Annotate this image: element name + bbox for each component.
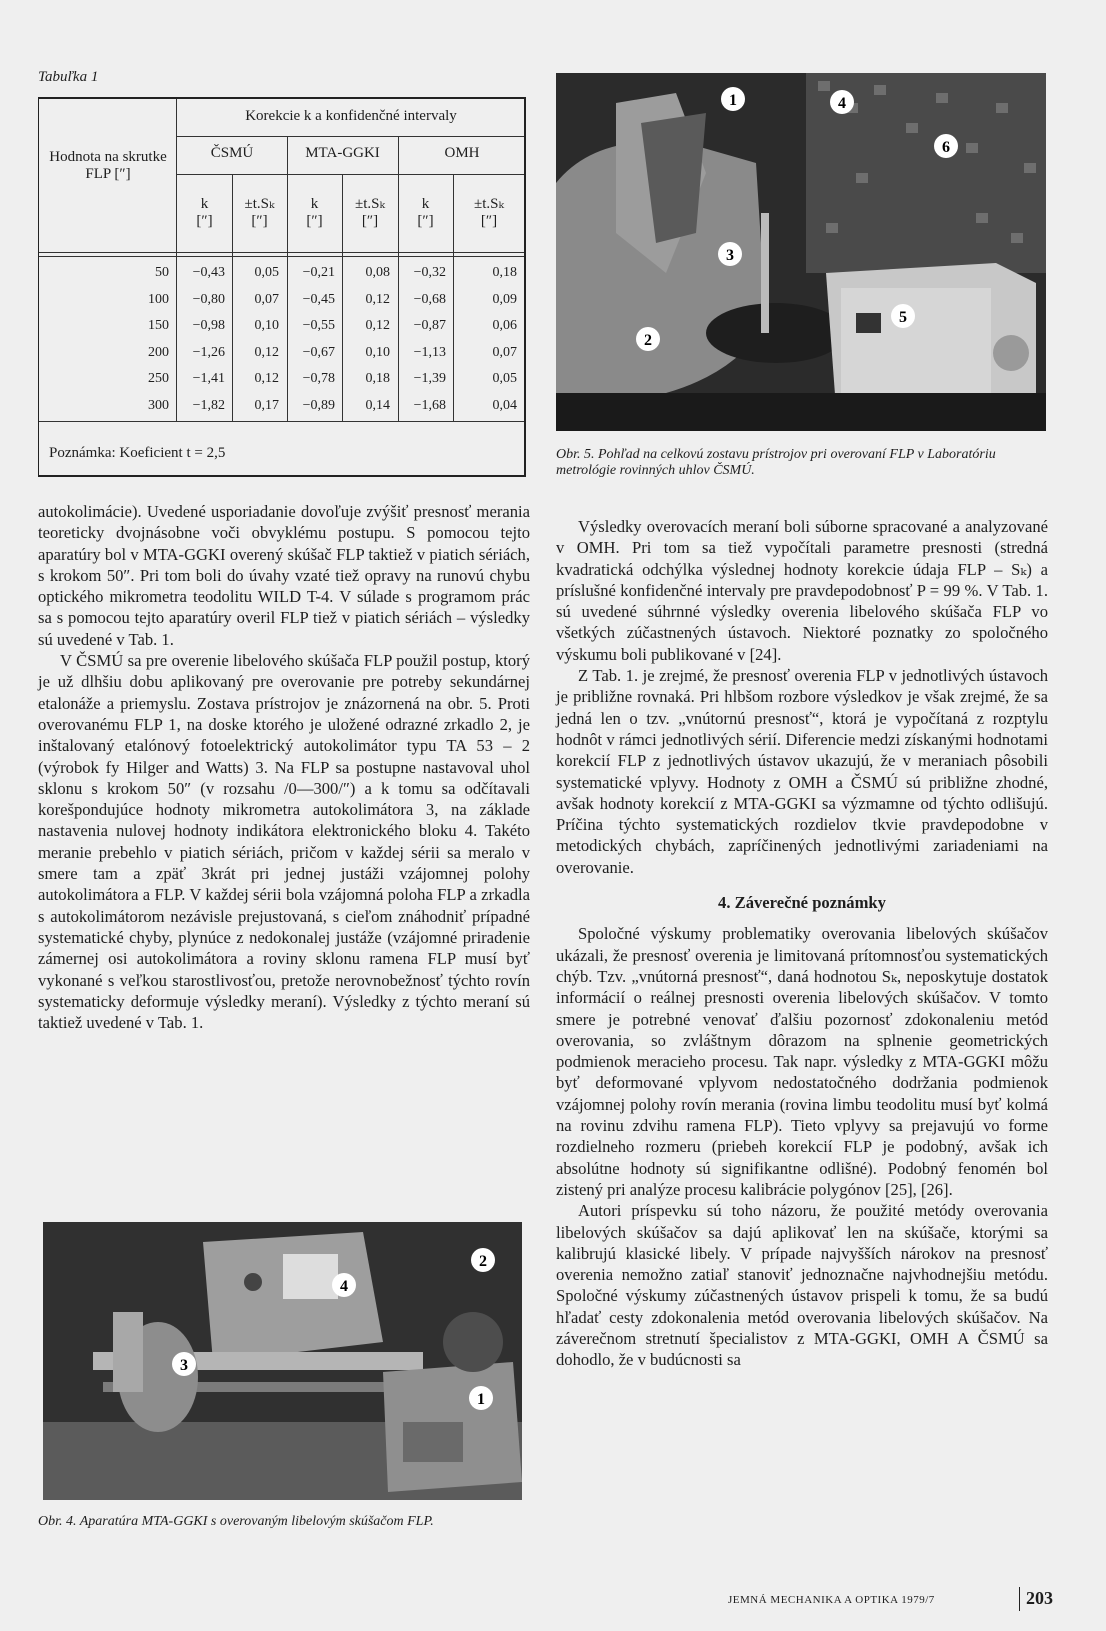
paragraph: Spoločné výskumy problematiky overovania libelových skúšačov ukázali, že presnosť overenia je limitovaná prítomnosťou systematických chýb. Tzv. „vnútorná presnosť“, daná hodnotou Sₖ, neposkytuje dostatok informácií o reálnej presnosti overenia libelových skúšačov. V tomto smere je potrebné venovať ďalšiu pozornosť zdokonaleniu metód overovania, so zvláštnym dôrazom na splnenie geometrických podmienok meracieho procesu. Tak napr. výsledky z MTA-GGKI môžu byť deformované vplyvom nedostatočného dodržania podmienok vzájomnej polohy rovín merania (rovina limbu teodolitu musí byť kolmá na rovinu zdvihu ramena FLP). Tieto vplyvy sa prejavujú vo forme rozdielneho rozmeru (priebeh korekcií FLP je podobný, avšak ich absolútne hodnoty sú signifikantne odlišné). Podobný fenomén bol zistený pri analýze procesu kalibrácie polygónov [25], [26]. bbox=[556, 924, 1048, 1199]
fig5-marker: 4 bbox=[838, 95, 846, 112]
table-cell: 0,12 bbox=[365, 318, 390, 333]
table-cell: −0,67 bbox=[302, 344, 335, 360]
fig4-marker: 3 bbox=[180, 1357, 188, 1374]
table-cell: 0,05 bbox=[492, 371, 517, 386]
fig4-marker: 1 bbox=[477, 1391, 485, 1408]
table-cell: −0,87 bbox=[413, 318, 446, 333]
fig4-marker: 4 bbox=[340, 1278, 348, 1295]
table-cell: 0,09 bbox=[492, 291, 517, 307]
fig5-marker: 1 bbox=[729, 92, 737, 109]
table-row-label: 300 bbox=[148, 397, 169, 413]
page-number: 203 bbox=[1026, 1588, 1053, 1608]
fig4-marker: 2 bbox=[479, 1253, 487, 1270]
table-cell: −0,43 bbox=[192, 265, 225, 280]
table-cell: −0,32 bbox=[413, 265, 446, 280]
table-row-label: 150 bbox=[148, 318, 169, 333]
table-cell: −1,26 bbox=[192, 344, 225, 360]
figure-5-photo bbox=[556, 73, 1046, 431]
col-unc: ±t.Sₖ [″] bbox=[244, 196, 275, 229]
table-note: Poznámka: Koeficient t = 2,5 bbox=[49, 445, 226, 461]
table-cell: 0,17 bbox=[254, 397, 279, 413]
table-cell: −0,89 bbox=[302, 397, 335, 413]
table-row-label: 100 bbox=[148, 291, 169, 307]
table-cell: −1,39 bbox=[413, 371, 446, 386]
table-cell: 0,08 bbox=[365, 265, 390, 280]
table-cell: −0,78 bbox=[302, 371, 335, 386]
institute-mta-ggki: MTA-GGKI bbox=[305, 145, 380, 161]
table-cell: 0,07 bbox=[254, 291, 279, 307]
row-header: Hodnota na skrutke FLP [″] bbox=[49, 149, 167, 182]
table-cell: 0,10 bbox=[365, 344, 390, 360]
col-k: k [″] bbox=[196, 196, 213, 229]
paragraph: V ČSMÚ sa pre overenie libelového skúšača FLP použil postup, ktorý je už dlhšiu dobu aplikovaný pre overovanie pre potreby sekundárnej etalonáže a priemyslu. Zostava prístrojov je znázornená na obr. 5. Proti overovanému FLP 1, na doske ktorého je uložené odrazné zrkadlo 2, je inštalovaný etalónový fotoelektrický autokolimátor typu TA 53 – 2 (výrobok fy Hilger and Watts) 3. Na FLP sa postupne nastavoval uhol sklonu s krokom 50″ (v rozsahu /0—300/″) a k tomu sa odčítavali korešpondujúce hodnoty mikrometra autokolimátora 3, na základe nastavenia nulovej hodnoty indikátora elektronického bloku 4. Takéto meranie prebehlo v piatich sériách, pričom v každej sérii sa meralo v smere tam a zpäť 3krát pri jednej justáži vzájomnej polohy autokolimátora a FLP. V každej sérii bola vzájomná poloha FLP a zrkadla s autokolimátorom nezávisle prejustovaná, s cieľom znáhodniť prípadné systematické chyby, plynúce z nedokonalej justáže (vzájomné priradenie zámernej osi autokolimátora a roviny sklonu ramena FLP musí byť vykonané s veľkou starostlivosťou, pretože nerovnobežnosť týchto rovín systematicky deformuje výsledky meraní). Výsledky z týchto meraní sú taktiež uvedené v Tab. 1. bbox=[38, 651, 530, 1033]
institute-omh: OMH bbox=[444, 145, 480, 161]
table-cell: 0,05 bbox=[254, 265, 279, 280]
table-cell: −0,55 bbox=[302, 318, 335, 333]
footer-divider bbox=[1019, 1587, 1020, 1611]
col-unc: ±t.Sₖ [″] bbox=[355, 196, 385, 229]
group-header: Korekcie k a konfidenčné intervaly bbox=[245, 108, 457, 124]
table-cell: −0,45 bbox=[302, 291, 335, 307]
table-cell: 0,04 bbox=[492, 397, 517, 413]
table-caption: Tabuľka 1 bbox=[38, 69, 99, 85]
data-table bbox=[38, 97, 526, 477]
paragraph: Výsledky overovacích meraní boli súborne spracované a analyzované v OMH. Pri tom sa tiež vypočítali parametre presnosti (stredná kvadratická odchýlka výslednej hodnoty korekcie údaja FLP – Sₖ) a príslušné konfidenčné intervaly pre pravdepodobnosť P = 99 %. V Tab. 1. sú uvedené súhrnné výsledky overenia libelového skúšača FLP vo všetkých zúčastnených ústavoch. Niektoré poznatky zo spoločného výskumu boli publikované v [24]. bbox=[556, 517, 1048, 664]
paragraph: autokolimácie). Uvedené usporiadanie dovoľuje zvýšiť presnosť merania teoreticky dvojnásobne voči obvyklému postupu. S pomocou tejto aparatúry bol v MTA-GGKI overený skúšač FLP taktiež v piatich sériách, s krokom 50″. Pri tom boli do úvahy vzaté tiež opravy na runovú chybu optického mikrometra teodolitu WILD T-4. V súlade s programom prác sa s pomocou tejto aparatúry overil FLP tiež v piatich sériách – výsledky sú uvedené v Tab. 1. bbox=[38, 502, 530, 649]
table-cell: −0,98 bbox=[192, 318, 225, 333]
col-k: k [″] bbox=[417, 196, 434, 229]
table-cell: −0,21 bbox=[302, 265, 335, 280]
journal-footer: JEMNÁ MECHANIKA A OPTIKA 1979/7 bbox=[728, 1594, 935, 1606]
table-cell: 0,07 bbox=[492, 344, 517, 360]
paragraph: Autori príspevku sú toho názoru, že použité metódy overovania libelových skúšačov sa dajú aplikovať len na skúšače, ktorými sa kalibrujú klasické libely. V prípade najvyšších nárokov na presnosť overenia nemožno zatiaľ stanoviť jednoznačne najvhodnejšiu metódu. Spoločné výskumy zúčastnených ústavov prispeli k tomu, že sa budú hľadať cesty zdokonalenia metód overovania libelových skúšačov. Na záverečnom stretnutí špecialistov z MTA-GGKI, OMH A ČSMÚ sa dohodlo, že v budúcnosti sa bbox=[556, 1201, 1048, 1370]
table-cell: −1,41 bbox=[192, 371, 225, 386]
table-cell: −1,13 bbox=[413, 344, 446, 360]
table-cell: 0,12 bbox=[254, 371, 279, 386]
table-row-label: 250 bbox=[148, 371, 169, 386]
col-k: k [″] bbox=[306, 196, 323, 229]
right-column-text bbox=[556, 516, 1048, 1371]
institute-csmu: ČSMÚ bbox=[210, 145, 254, 161]
fig5-marker: 6 bbox=[942, 139, 950, 156]
fig5-marker: 3 bbox=[726, 247, 734, 264]
table-cell: −1,82 bbox=[192, 397, 225, 413]
table-cell: 0,14 bbox=[365, 397, 390, 413]
table-cell: 0,18 bbox=[492, 265, 517, 280]
fig5-marker: 5 bbox=[899, 309, 907, 326]
left-column-text bbox=[38, 501, 530, 1033]
table-cell: 0,12 bbox=[365, 291, 390, 307]
table-cell: 0,18 bbox=[365, 371, 390, 386]
figure-4-photo bbox=[43, 1222, 522, 1500]
table-cell: −1,68 bbox=[413, 397, 446, 413]
col-unc: ±t.Sₖ [″] bbox=[474, 196, 504, 229]
table-cell: 0,10 bbox=[254, 318, 279, 333]
table-row-label: 200 bbox=[148, 344, 169, 360]
paragraph: Z Tab. 1. je zrejmé, že presnosť overenia FLP v jednotlivých ústavoch je približne rovnaká. Pri hlbšom rozbore výsledkov je však zrejmé, že sa jedná len o tzv. „vnútornú presnosť“, ktorá je vypočítaná z rozptylu hodnôt v rámci jednotlivých sérií. Diferencie medzi získanými hodnotami korekcií FLP z jednotlivých ústavov ukazujú, že v meraniach pôsobili systematické vplyvy. Hodnoty z OMH a ČSMÚ sú približne zhodné, avšak hodnoty korekcií z MTA-GGKI sa výzmamne od týchto odlišujú. Príčina týchto systematických rozdielov tkvie pravdepodobne v metodických chybách, zapríčinených jednotlivými zariadeniami na overovanie. bbox=[556, 666, 1048, 877]
fig5-marker: 2 bbox=[644, 332, 652, 349]
table-cell: −0,80 bbox=[192, 291, 225, 307]
section-heading: 4. Záverečné poznámky bbox=[718, 893, 886, 913]
figure-5-caption: Obr. 5. Pohľad na celkovú zostavu prístrojov pri overovaní FLP v Laboratóriu metrológie rovinných uhlov ČSMÚ. bbox=[556, 447, 996, 478]
table-cell: −0,68 bbox=[413, 291, 446, 307]
table-cell: 0,06 bbox=[492, 318, 517, 333]
table-cell: 0,12 bbox=[254, 344, 279, 360]
figure-4-caption: Obr. 4. Aparatúra MTA-GGKI s overovaným libelovým skúšačom FLP. bbox=[38, 1514, 434, 1529]
table-row-label: 50 bbox=[155, 265, 169, 280]
